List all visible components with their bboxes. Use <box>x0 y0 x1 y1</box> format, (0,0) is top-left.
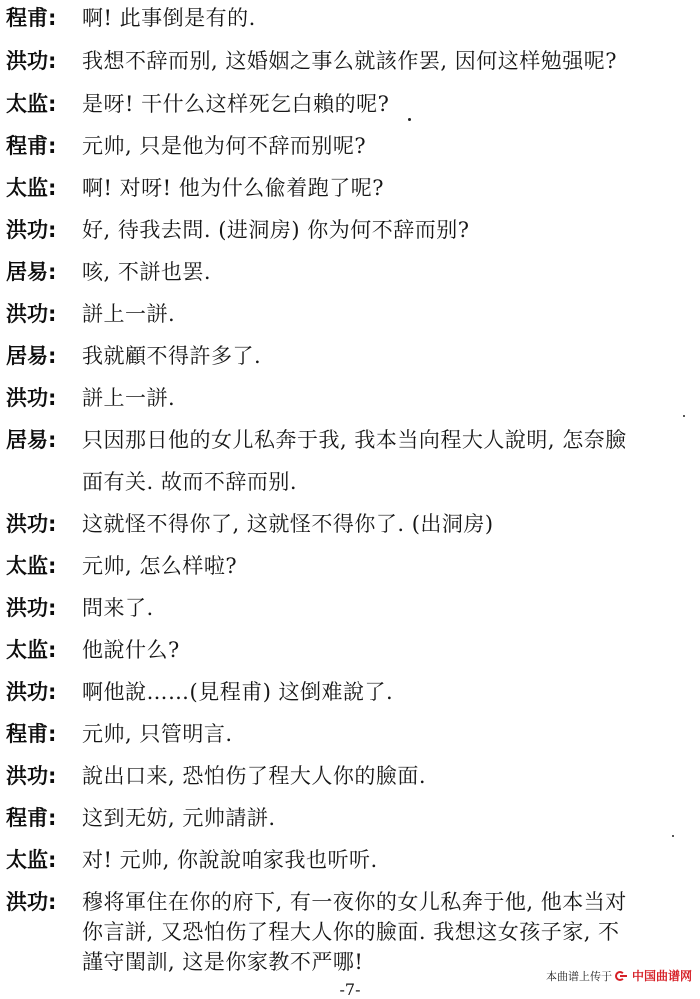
speaker-name: 程甫: <box>6 806 57 830</box>
dialogue-line <box>6 718 696 748</box>
speaker-name: 太监: <box>6 848 57 872</box>
dialogue-text: 啊! 此事倒是有的. <box>82 6 256 30</box>
dialogue-line <box>6 382 696 412</box>
dialogue-line <box>6 676 696 706</box>
speaker-name: 洪功: <box>6 596 57 620</box>
dialogue-text: 只因那日他的女儿私奔于我, 我本当向程大人說明, 怎奈臉 <box>82 428 627 452</box>
dialogue-line <box>6 340 696 370</box>
speaker-name: 程甫: <box>6 6 57 30</box>
speaker-name: 洪功: <box>6 512 57 536</box>
dialogue-text: 这就怪不得你了, 这就怪不得你了. (出洞房) <box>82 512 494 536</box>
dialogue-line <box>6 172 696 202</box>
dialogue-continuation <box>6 466 696 496</box>
dialogue-text: 問来了. <box>82 596 154 620</box>
scan-speck <box>672 835 674 837</box>
dialogue-line <box>6 844 696 874</box>
dialogue-line <box>6 802 696 832</box>
speaker-name: 居易: <box>6 344 57 368</box>
dialogue-line <box>6 214 696 244</box>
dialogue-text: 咳, 不誁也罢. <box>82 260 212 284</box>
dialogue-text: 面有关. 故而不辞而别. <box>82 470 298 494</box>
speaker-name: 洪功: <box>6 386 57 410</box>
scan-speck <box>408 118 411 121</box>
dialogue-line <box>6 45 696 75</box>
dialogue-text: 好, 待我去問. (进洞房) 你为何不辞而别? <box>82 218 470 242</box>
dialogue-text: 元帅, 只是他为何不辞而别呢? <box>82 134 367 158</box>
dialogue-text: 你言誁, 又恐怕伤了程大人你的臉面. 我想这女孩子家, 不 <box>82 920 620 944</box>
dialogue-text: 我就顧不得許多了. <box>82 344 262 368</box>
dialogue-line <box>6 886 696 916</box>
dialogue-text: 他說什么? <box>82 638 180 662</box>
dialogue-text: 这到无妨, 元帅請誁. <box>82 806 276 830</box>
dialogue-text: 我想不辞而别, 这婚姻之事么就該作罢, 因何这样勉强呢? <box>82 49 617 73</box>
dialogue-line <box>6 2 696 32</box>
dialogue-line <box>6 256 696 286</box>
dialogue-line <box>6 88 696 118</box>
dialogue-line <box>6 550 696 580</box>
dialogue-text: 穆将軍住在你的府下, 有一夜你的女儿私奔于他, 他本当对 <box>82 890 627 914</box>
speaker-name: 太监: <box>6 92 57 116</box>
dialogue-line <box>6 634 696 664</box>
speaker-name: 洪功: <box>6 680 57 704</box>
dialogue-text: 說出口来, 恐怕伤了程大人你的臉面. <box>82 764 427 788</box>
dialogue-continuation <box>6 916 696 946</box>
speaker-name: 洪功: <box>6 218 57 242</box>
dialogue-line <box>6 424 696 454</box>
speaker-name: 程甫: <box>6 722 57 746</box>
scan-speck <box>683 415 685 417</box>
site-name: 中国曲谱网 <box>631 969 692 983</box>
dialogue-text: 元帅, 只管明言. <box>82 722 233 746</box>
dialogue-text: 对! 元帅, 你說說咱家我也听听. <box>82 848 378 872</box>
dialogue-text: 謹守閨訓, 这是你家教不严哪! <box>82 950 364 974</box>
speaker-name: 太监: <box>6 638 57 662</box>
speaker-name: 居易: <box>6 260 57 284</box>
dialogue-line <box>6 130 696 160</box>
dialogue-line <box>6 592 696 622</box>
dialogue-line <box>6 760 696 790</box>
dialogue-text: 誁上一誁. <box>82 302 176 326</box>
page-number: -7- <box>339 980 361 999</box>
dialogue-text: 是呀! 干什么这样死乞白賴的呢? <box>82 92 390 116</box>
speaker-name: 洪功: <box>6 764 57 788</box>
speaker-name: 太监: <box>6 554 57 578</box>
dialogue-line <box>6 508 696 538</box>
dialogue-text: 啊他說……(見程甫) 这倒难說了. <box>82 680 394 704</box>
dialogue-text: 元帅, 怎么样啦? <box>82 554 238 578</box>
credit-text: 本曲谱上传于 <box>545 969 612 983</box>
speaker-name: 程甫: <box>6 134 57 158</box>
speaker-name: 洪功: <box>6 890 57 914</box>
dialogue-line <box>6 298 696 328</box>
dialogue-text: 啊! 对呀! 他为什么偸着跑了呢? <box>82 176 384 200</box>
dialogue-text: 誁上一誁. <box>82 386 176 410</box>
speaker-name: 洪功: <box>6 49 57 73</box>
speaker-name: 洪功: <box>6 302 57 326</box>
speaker-name: 太监: <box>6 176 57 200</box>
speaker-name: 居易: <box>6 428 57 452</box>
